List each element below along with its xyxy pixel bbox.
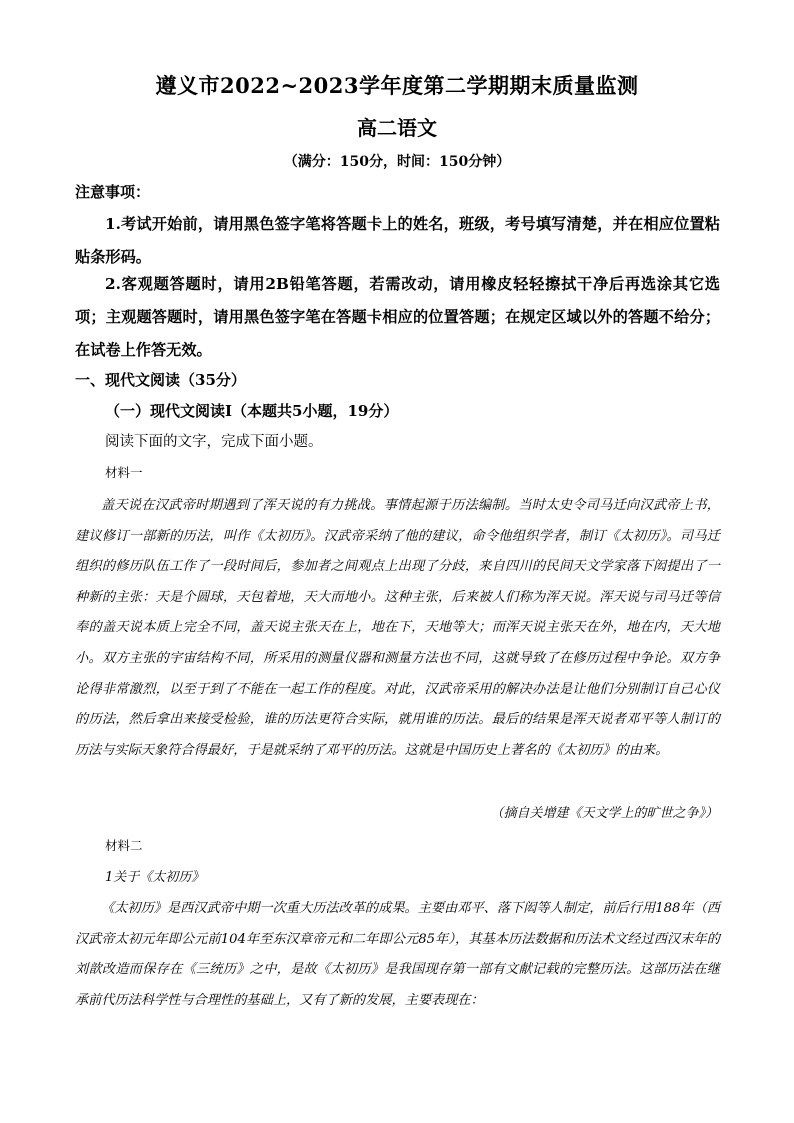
notice-item-2: 2.客观题答题时，请用2B铅笔答题，若需改动，请用橡皮轻轻擦拭干净后再选涂其它选项；主观题答题时，请用黑色签字笔在答题卡相应的位置答题；在规定区域以外的答题不给分；在试卷上作答无效。 bbox=[75, 275, 720, 359]
material-1-source: （摘自关增建《天文学上的旷世之争》） bbox=[490, 806, 718, 821]
notice-heading: 注意事项： bbox=[75, 183, 151, 201]
exam-subject: 高二语文 bbox=[357, 116, 437, 140]
material-2-label: 材料二 bbox=[105, 838, 143, 853]
material-2-text: 《太初历》是西汉武帝中期一次重大历法改革的成果。主要由邓平、落下闳等人制定，前后行用188年（西汉武帝太初元年即公元前104年至东汉章帝元和二年即公元85年），其基本历法数据和历法术文经过西汉末年的刘歆改造而保存在《三统历》之中，是故《太初历》是我国现存第一部有文献记载的完整历法。这部历法在继承前代历法科学性与合理性的基础上，又有了新的发展，主要表现在： bbox=[75, 901, 720, 1008]
exam-title: 遵义市2022~2023学年度第二学期期末质量监测 bbox=[155, 73, 639, 98]
notice-item-1: 1.考试开始前，请用黑色签字笔将答题卡上的姓名，班级，考号填写清楚，并在相应位置粘贴条形码。 bbox=[75, 215, 720, 266]
subsection-heading: （一）现代文阅读Ⅰ（本题共5小题，19分） bbox=[105, 402, 399, 420]
material-1-text: 盖天说在汉武帝时期遇到了浑天说的有力挑战。事情起源于历法编制。当时太史令司马迁向汉武帝上书，建议修订一部新的历法，叫作《太初历》。汉武帝采纳了他的建议，命令他组织学者，制订《太初历》。司马迁组织的修历队伍工作了一段时间后，参加者之间观点上出现了分歧，来自四川的民间天文学家落下闳提出了一种新的主张：天是个圆球，天包着地，天大而地小。这种主张，后来被人们称为浑天说。浑天说与司马迁等信奉的盖天说本质上完全不同，盖天说主张天在上，地在下，天地等大；而浑天说主张天在外，地在内，天大地小。双方主张的宇宙结构不同，所采用的测量仪器和测量方法也不同，这就导致了在修历过程中争论。双方争论得非常激烈，以至于到了不能在一起工作的程度。对此，汉武帝采用的解决办法是让他们分别制订自己心仪的历法，然后拿出来接受检验，谁的历法更符合实际，就用谁的历法。最后的结果是浑天说者邓平等人制订的历法与实际天象符合得最好，于是就采纳了邓平的历法。这就是中国历史上著名的《太初历》的由来。 bbox=[75, 498, 720, 758]
material-2-subtitle: 1关于《太初历》 bbox=[105, 870, 205, 885]
material-1-label: 材料一 bbox=[105, 465, 143, 480]
section-heading: 一、现代文阅读（35分） bbox=[75, 371, 246, 389]
reading-instruction: 阅读下面的文字，完成下面小题。 bbox=[105, 434, 323, 450]
exam-score-time: （满分：150分，时间：150分钟） bbox=[283, 154, 511, 170]
